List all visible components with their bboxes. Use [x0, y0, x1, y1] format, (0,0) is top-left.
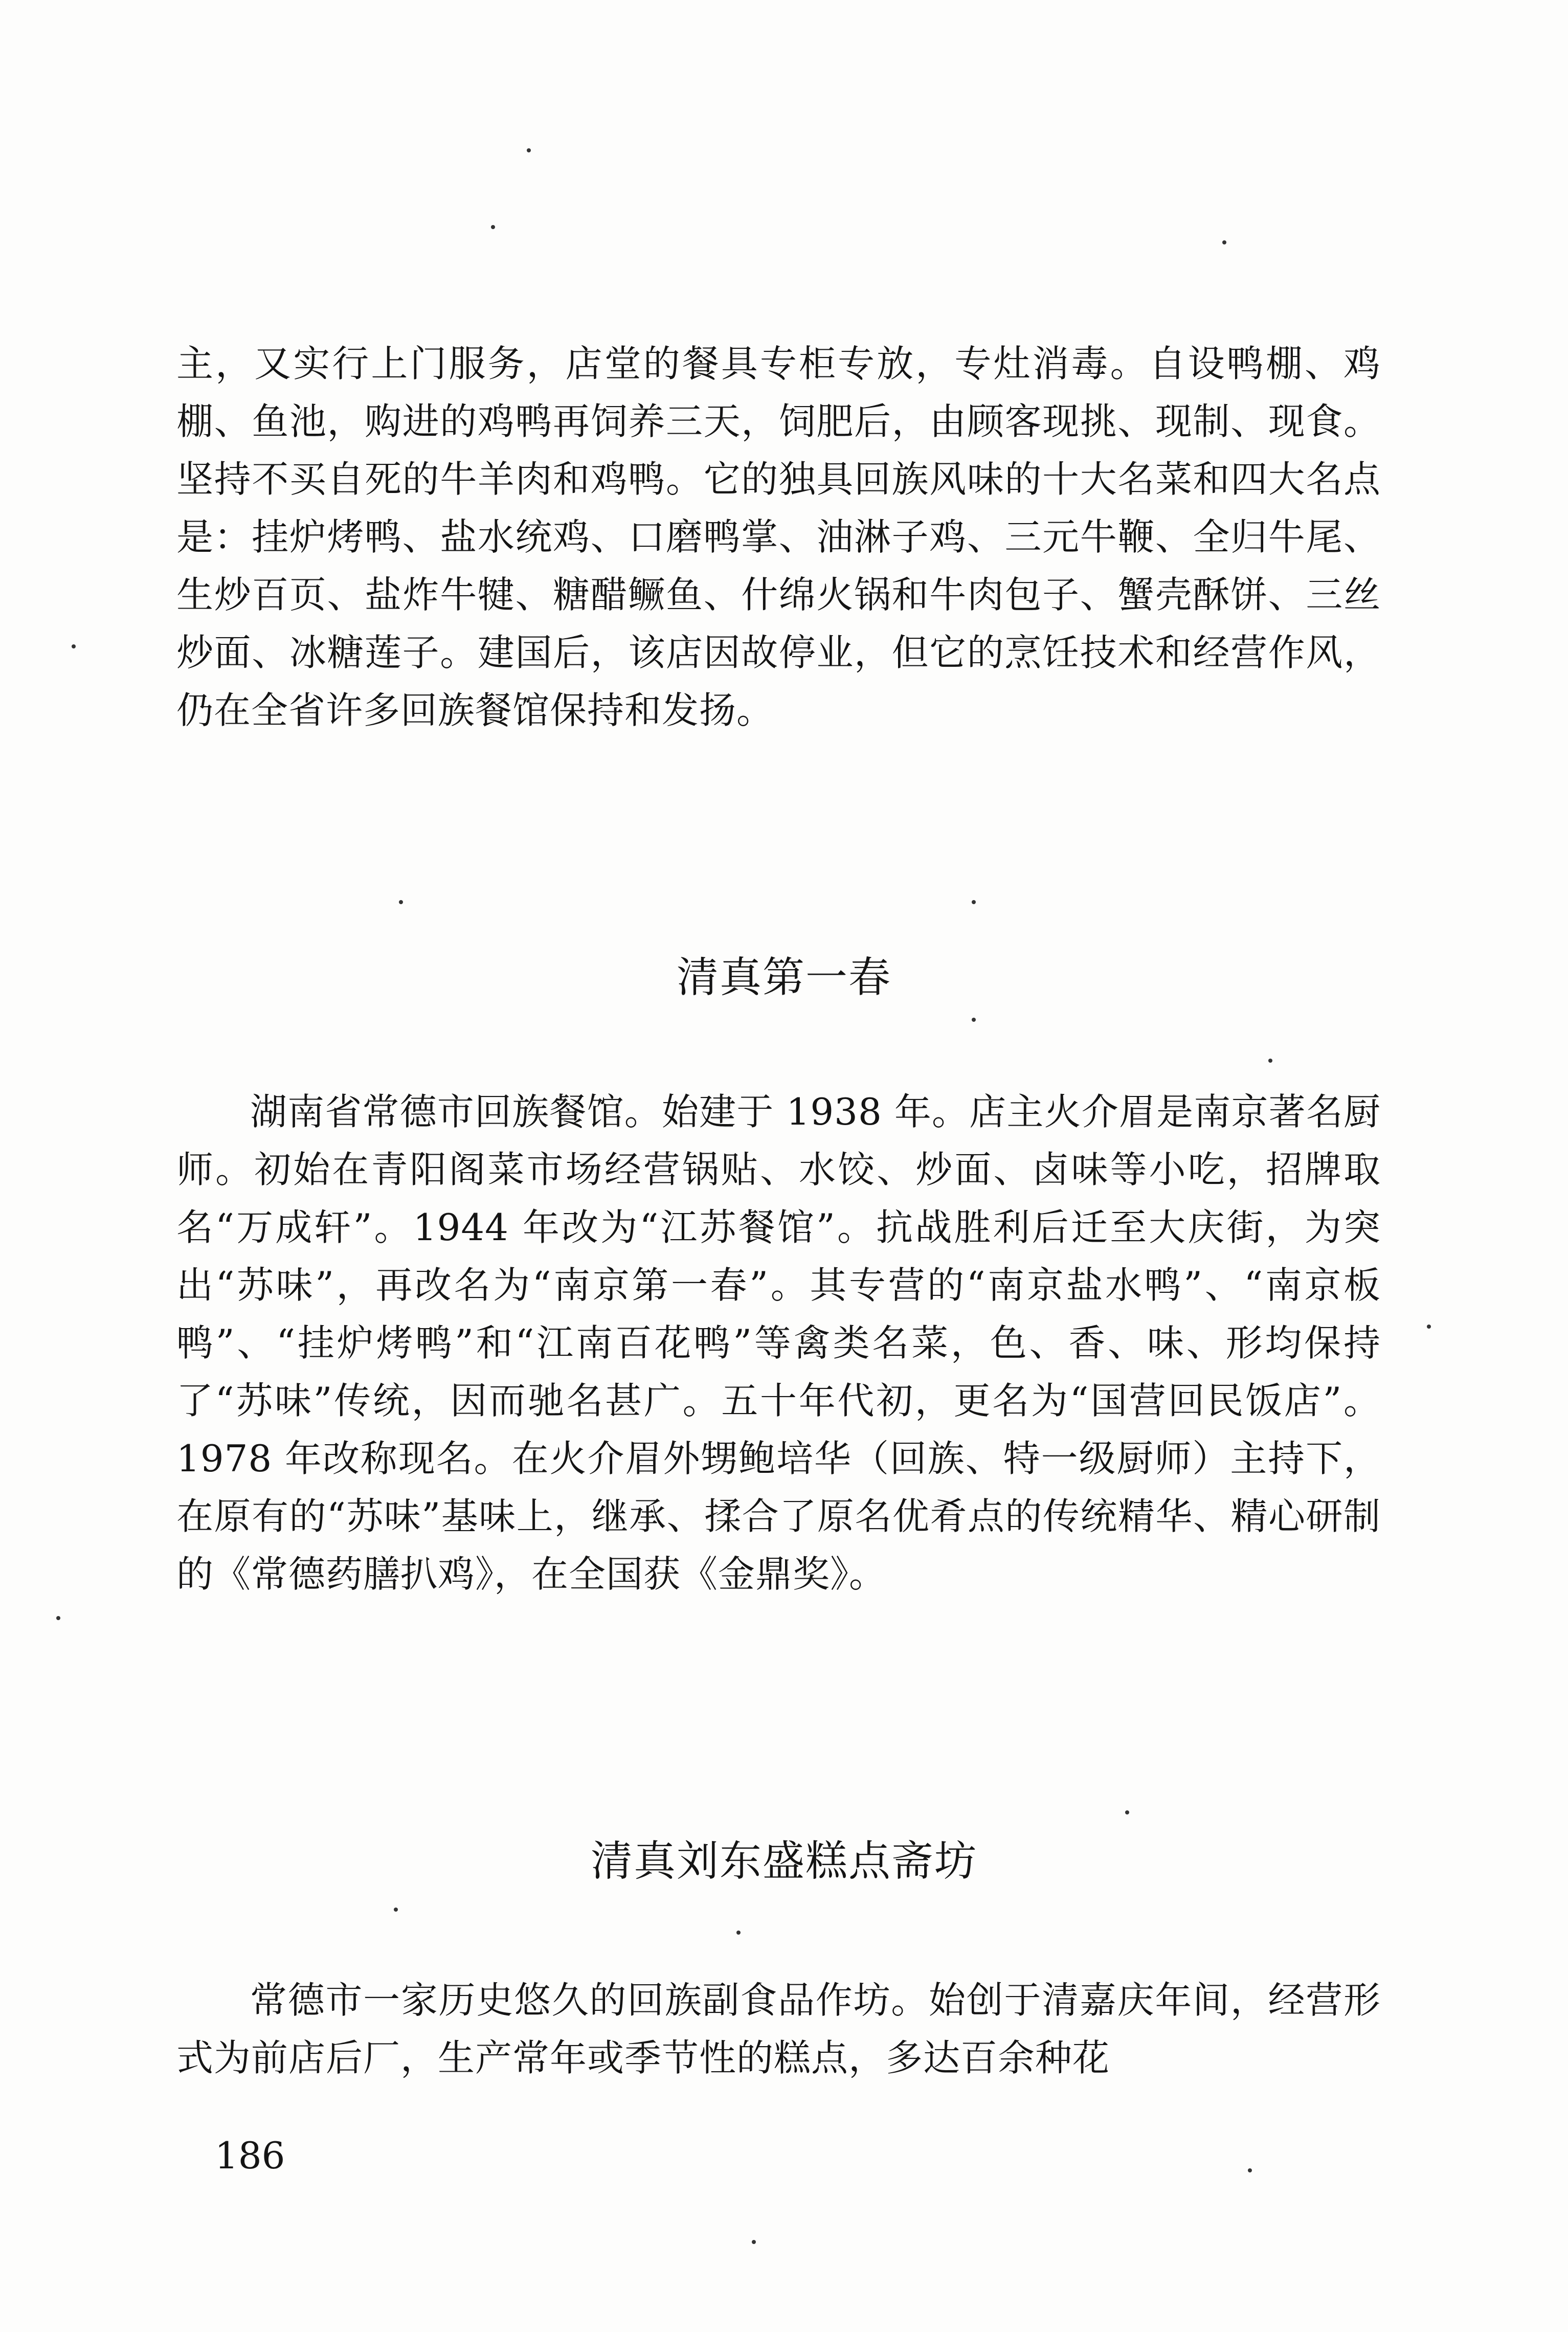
scan-speck: [394, 1908, 398, 1912]
scan-speck: [1125, 1810, 1129, 1814]
scan-speck: [1268, 1059, 1272, 1063]
scan-speck: [752, 2240, 756, 2244]
scan-speck: [972, 900, 976, 904]
scan-speck: [1427, 1325, 1431, 1329]
scan-speck: [399, 900, 403, 904]
scan-speck: [56, 1616, 60, 1620]
scan-speck: [1248, 2168, 1252, 2172]
page-number: 186: [215, 2134, 285, 2177]
section-heading-qingzhen-diyichun: 清真第一春: [676, 953, 891, 1002]
scan-speck: [736, 1931, 741, 1935]
section-paragraph-qingzhen-diyichun: 湖南省常德市回族餐馆。始建于 1938 年。店主火介眉是南京著名厨师。初始在青阳阁菜市场经营锅贴、水饺、炒面、卤味等小吃，招牌取名“万成轩”。1944 年改为“江苏餐馆”。抗战胜利后迁至大庆街，为突出“苏味”，再改名为“南京第一春”。其专营的“南京盐水鸭”、“南京板鸭”、“挂炉烤鸭”和“江南百花鸭”等禽类名菜，色、香、味、形均保持了“苏味”传统，因而驰名甚广。五十年代初，更名为“国营回民饭店”。1978 年改称现名。在火介眉外甥鲍培华（回族、特一级厨师）主持下，在原有的“苏味”基味上，继承、揉合了原名优肴点的传统精华、精心研制的《常德药膳扒鸡》，在全国获《金鼎奖》。: [176, 1090, 1381, 1596]
scan-speck: [491, 225, 495, 229]
scan-speck: [1222, 240, 1226, 244]
scan-speck: [72, 644, 76, 648]
intro-paragraph: 主，又实行上门服务，店堂的餐具专柜专放，专灶消毒。自设鸭棚、鸡棚、鱼池，购进的鸡鸭再饲养三天，饲肥后，由顾客现挑、现制、现食。坚持不买自死的牛羊肉和鸡鸭。它的独具回族风味的十大名菜和四大名点是：挂炉烤鸭、盐水统鸡、口磨鸭掌、油淋子鸡、三元牛鞭、全归牛尾、生炒百页、盐炸牛犍、糖醋鳜鱼、什绵火锅和牛肉包子、蟹壳酥饼、三丝炒面、冰糖莲子。建国后，该店因故停业，但它的烹饪技术和经营作风，仍在全省许多回族餐馆保持和发扬。: [176, 342, 1381, 732]
scan-speck: [527, 148, 531, 152]
section-heading-liudongsheng: 清真刘东盛糕点斋坊: [590, 1837, 977, 1886]
scan-speck: [972, 1018, 976, 1022]
section-paragraph-liudongsheng: 常德市一家历史悠久的回族副食品作坊。始创于清嘉庆年间，经营形式为前店后厂，生产常年或季节性的糕点，多达百余种花: [176, 1979, 1381, 2079]
